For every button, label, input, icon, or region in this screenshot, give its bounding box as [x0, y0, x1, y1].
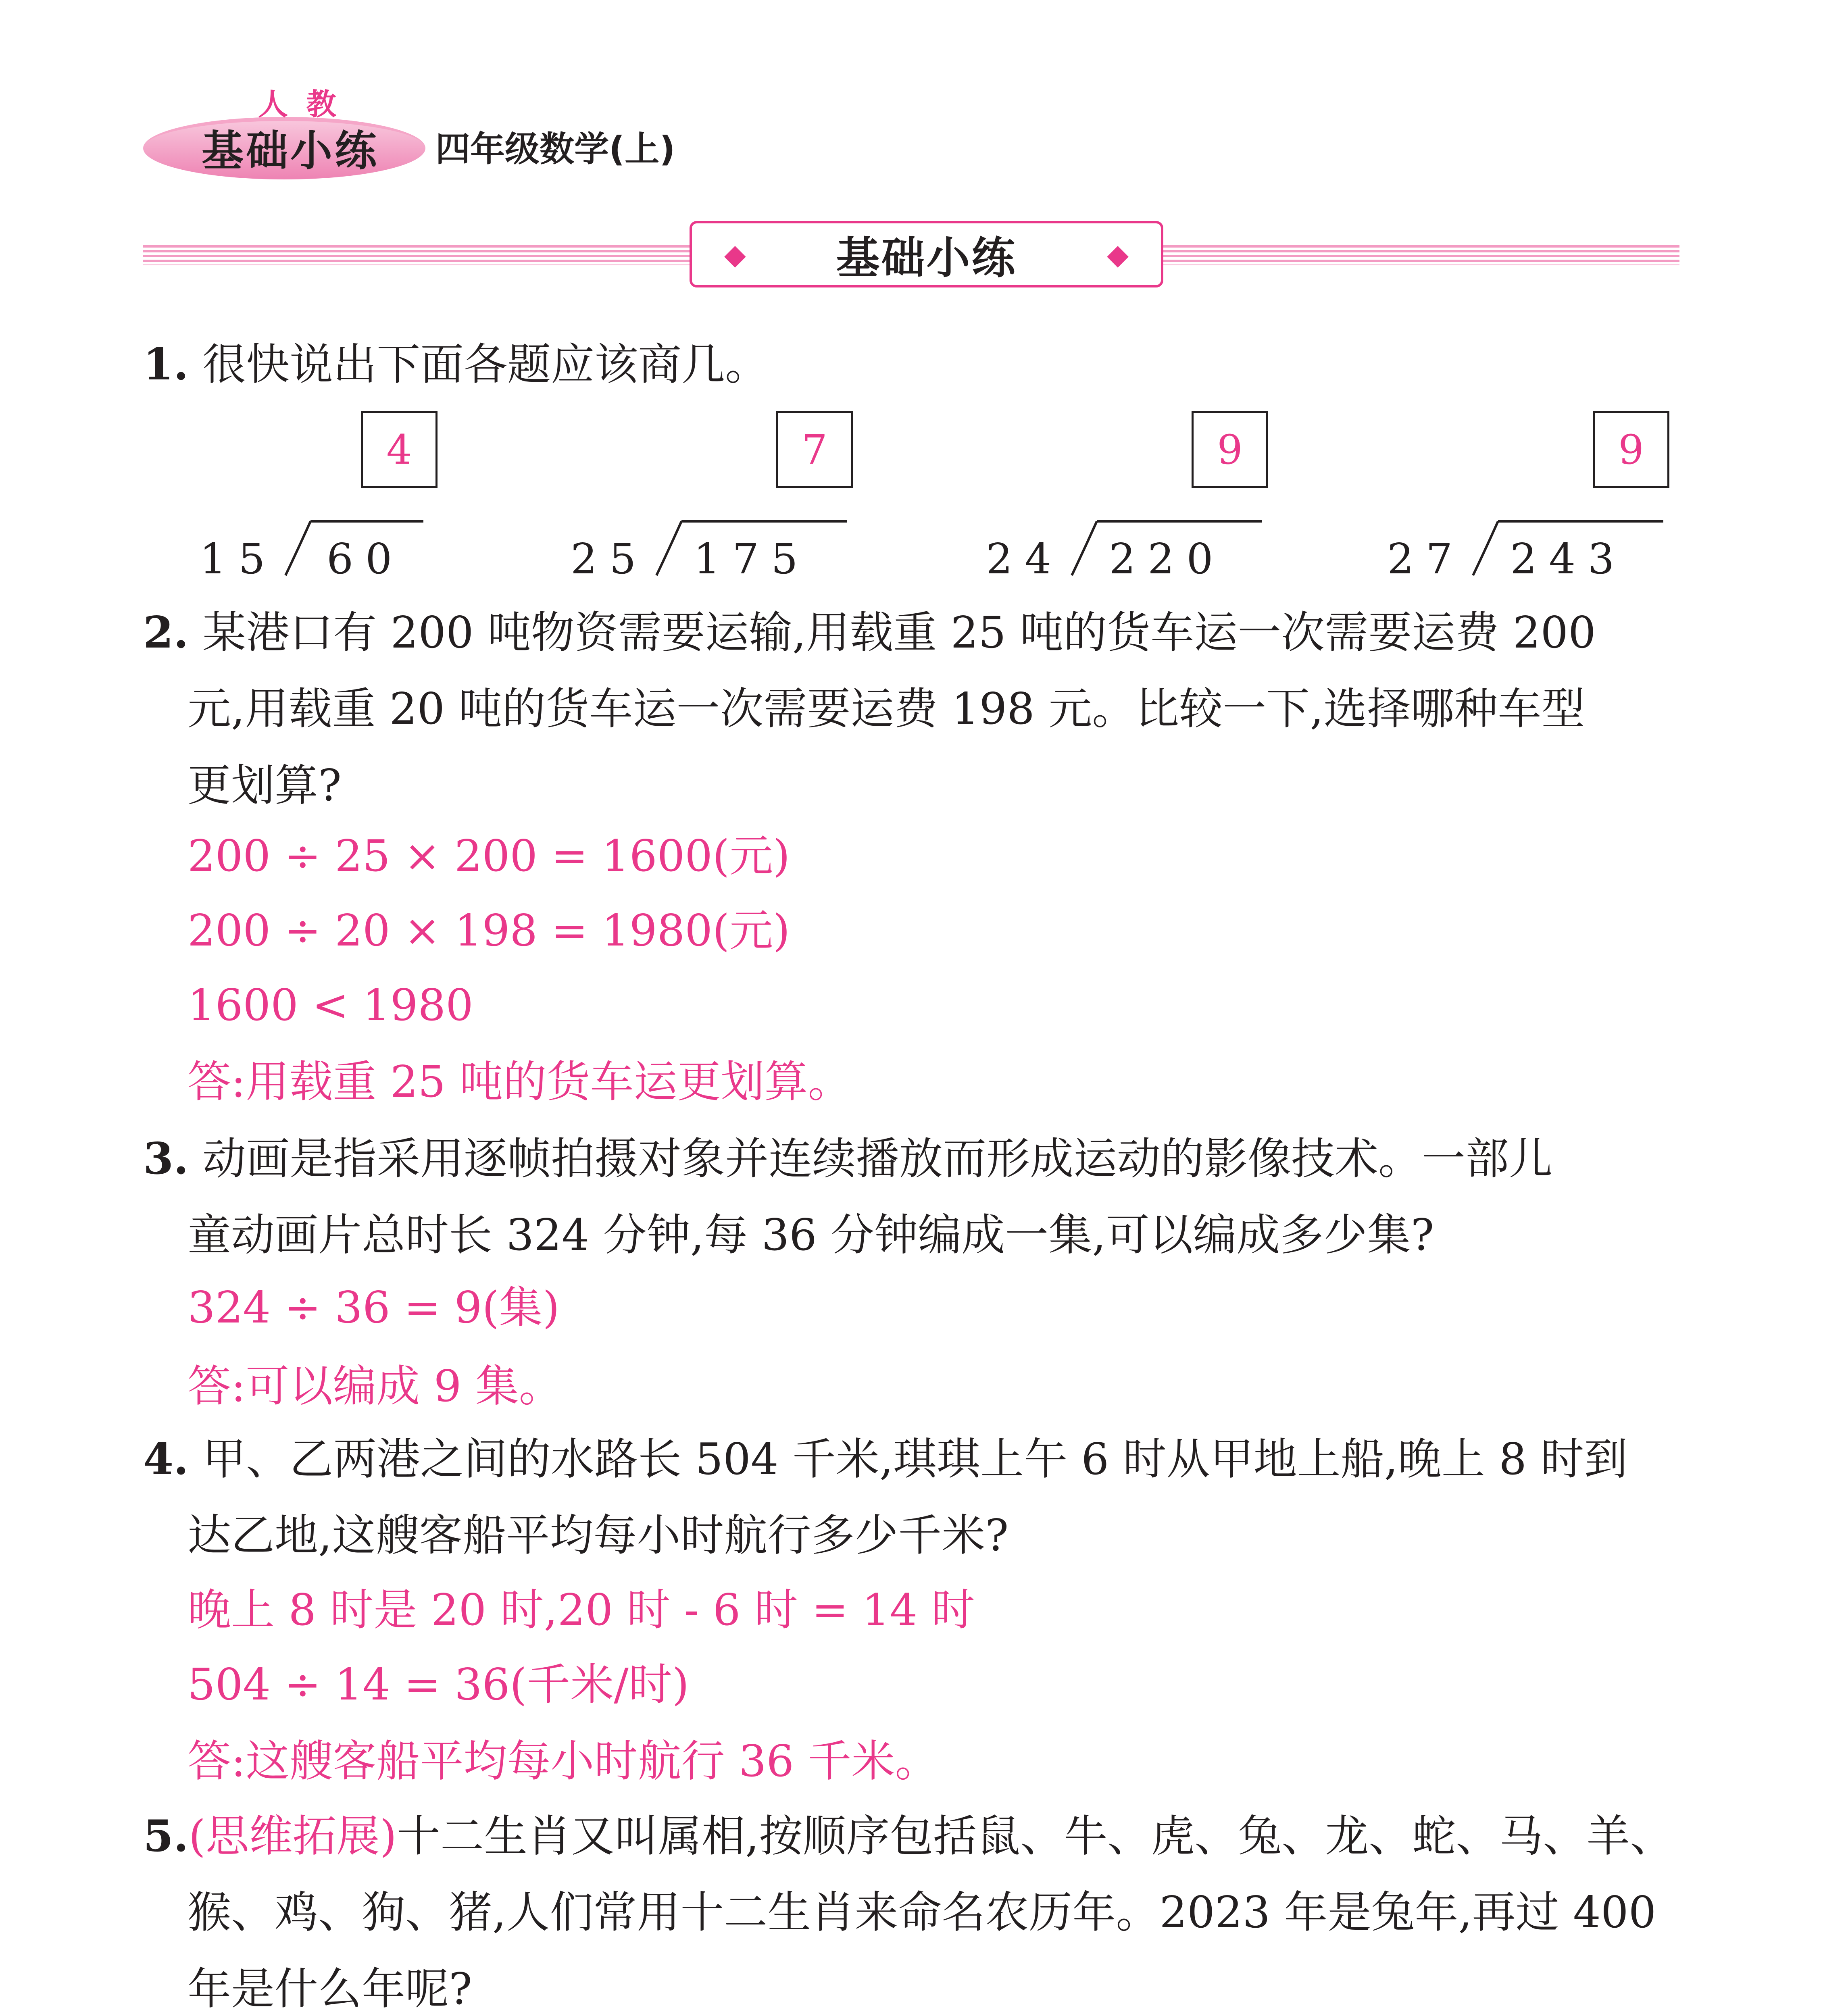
q2-text-line: 元,用载重 20 吨的货车运一次需要运费 198 元。比较一下,选择哪种车型: [188, 684, 1585, 734]
division-bar: [1097, 520, 1262, 523]
q5-first-line: [143, 1811, 1674, 1862]
division-bar: [1498, 520, 1663, 523]
q1-dividend: 220: [1109, 534, 1225, 583]
division-bar: [681, 520, 847, 523]
q3-answer-line: 324 ÷ 36 = 9(集): [188, 1283, 560, 1333]
diamond-icon: ◆: [724, 237, 746, 271]
q2-answer-line: 200 ÷ 25 × 200 = 1600(元): [188, 831, 790, 881]
division-bracket-icon: [1069, 518, 1101, 579]
section-title: 基础小练: [836, 233, 1017, 283]
diamond-icon: ◆: [1107, 237, 1129, 271]
q5-tag: (思维拓展): [188, 1811, 397, 1862]
q5-number: 5.: [143, 1811, 189, 1862]
q3-text-line: 3. 动画是指采用逐帧拍摄对象并连续播放而形成运动的影像技术。一部儿: [143, 1133, 1553, 1184]
q4-answer-line: 504 ÷ 14 = 36(千米/时): [188, 1660, 689, 1710]
q1-answer-box: 9: [1192, 411, 1268, 488]
title-stripe-left: [143, 245, 690, 265]
q1-divisor: 27: [1387, 534, 1465, 583]
q5-text: 十二生肖又叫属相,按顺序包括鼠、牛、虎、兔、龙、蛇、马、羊、: [397, 1811, 1674, 1862]
q2-text-line: 2. 某港口有 200 吨物资需要运输,用载重 25 吨的货车运一次需要运费 200: [143, 607, 1596, 658]
q5-text-line: 猴、鸡、狗、猪,人们常用十二生肖来命名农历年。2023 年是兔年,再过 400: [188, 1887, 1656, 1938]
q2-answer-line: 200 ÷ 20 × 198 = 1980(元): [188, 906, 790, 956]
q4-answer-conclusion: 答:这艘客船平均每小时航行 36 千米。: [188, 1736, 939, 1787]
q4-text-line: 达乙地,这艘客船平均每小时航行多少千米?: [188, 1510, 1009, 1561]
division-bracket-icon: [282, 518, 315, 579]
q4-text-line: 4. 甲、乙两港之间的水路长 504 千米,琪琪上午 6 时从甲地上船,晚上 8 时到: [143, 1434, 1628, 1485]
division-bracket-icon: [1470, 518, 1502, 579]
q2-answer-conclusion: 答:用载重 25 吨的货车运更划算。: [188, 1057, 852, 1107]
q1-dividend: 60: [327, 534, 404, 583]
q4-answer-line: 晚上 8 时是 20 时,20 时 - 6 时 = 14 时: [188, 1585, 975, 1635]
series-logo: 基础小练: [202, 126, 379, 175]
division-bar: [310, 520, 423, 523]
q1-dividend: 243: [1510, 534, 1627, 583]
q1-divisor: 24: [986, 534, 1064, 583]
q2-answer-line: 1600 < 1980: [188, 980, 473, 1031]
publisher-label: 人 教: [258, 87, 340, 122]
section-title-box: [690, 221, 1163, 287]
q1-divisor: 25: [571, 534, 648, 583]
q3-answer-conclusion: 答:可以编成 9 集。: [188, 1361, 563, 1412]
q1-answer-box: 4: [361, 411, 438, 488]
q1-divisor: 15: [200, 534, 277, 583]
q1-answer-box: 9: [1593, 411, 1669, 488]
q5-text-line: 年是什么年呢?: [188, 1964, 472, 2014]
q2-text-line: 更划算?: [188, 760, 342, 811]
q3-text-line: 童动画片总时长 324 分钟,每 36 分钟编成一集,可以编成多少集?: [188, 1210, 1434, 1260]
q1-prompt: 1. 很快说出下面各题应该商几。: [143, 339, 769, 390]
grade-label: 四年级数学(上): [435, 129, 675, 169]
title-stripe-right: [1163, 245, 1679, 265]
division-bracket-icon: [653, 518, 685, 579]
q1-answer-box: 7: [776, 411, 853, 488]
q1-dividend: 175: [694, 534, 810, 583]
